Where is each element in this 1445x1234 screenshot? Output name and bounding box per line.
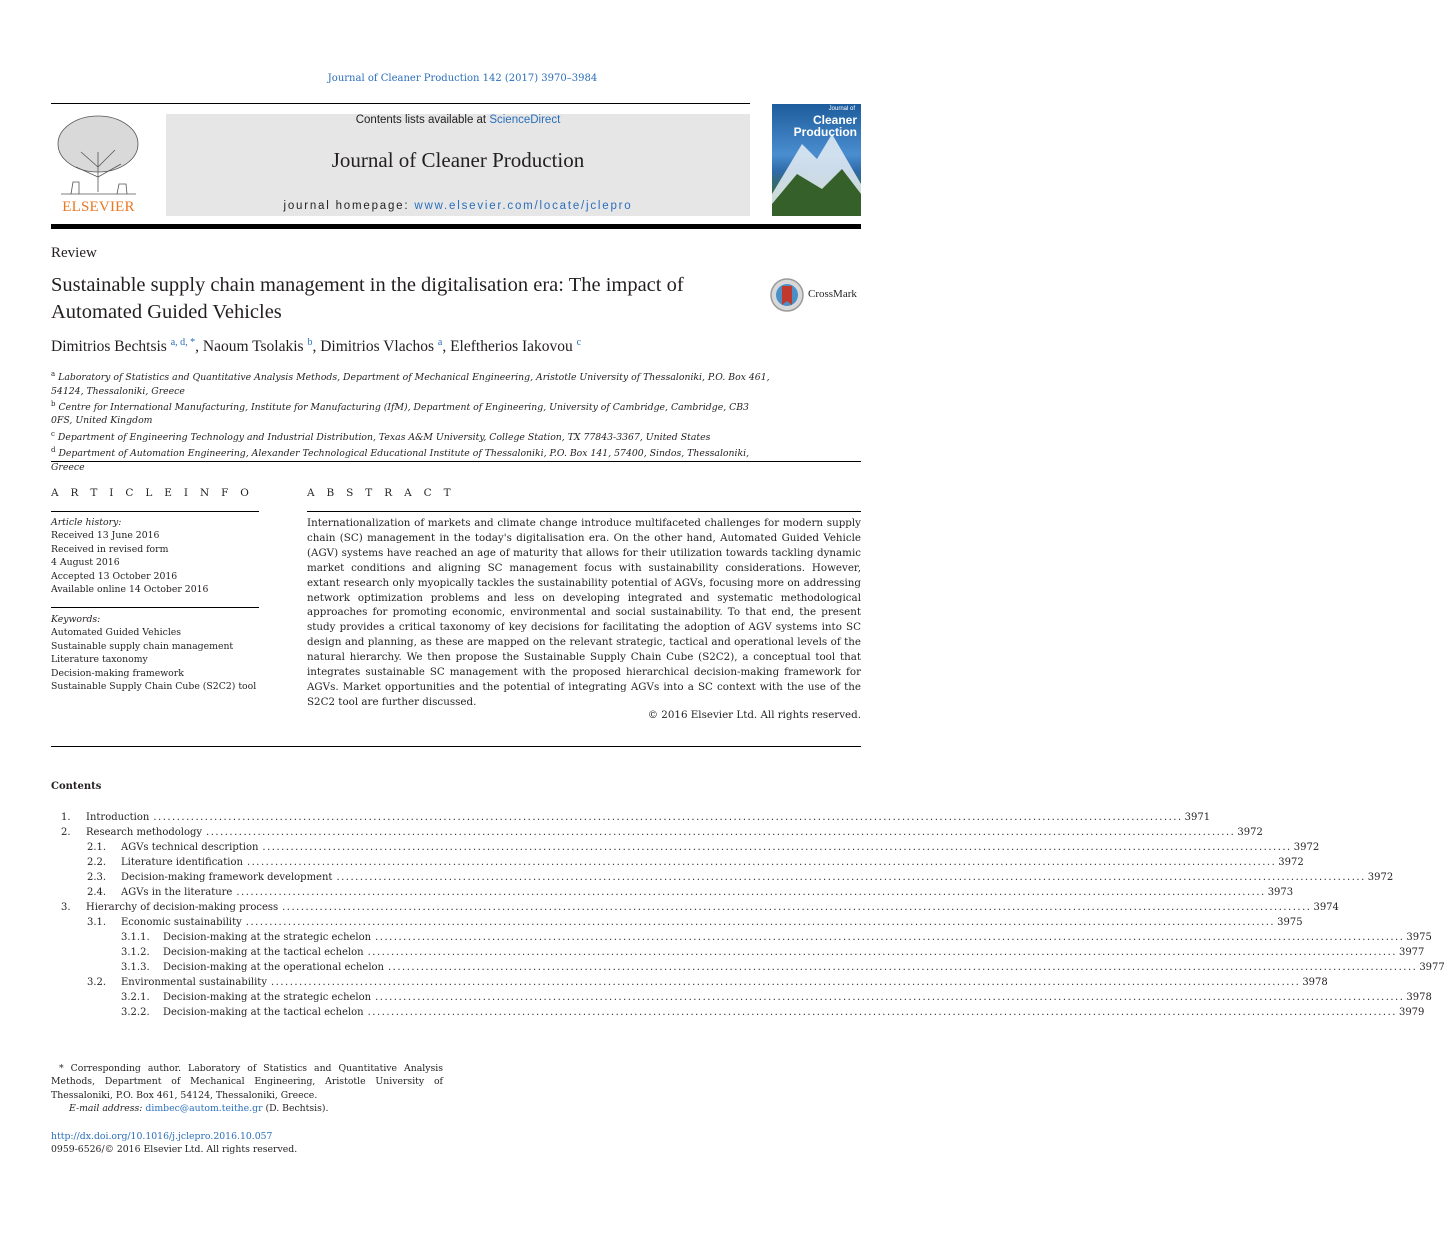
toc-entry[interactable] (51, 842, 1320, 857)
toc-entry-title: Decision-making at the strategic echelon (163, 932, 372, 943)
toc-entry[interactable] (51, 932, 1432, 947)
toc-entry-title: Environmental sustainability (121, 977, 267, 988)
toc-leader-dots: ............................................................................................................................................................................................................................ (270, 977, 1301, 988)
toc-entry-page: 3974 (1313, 902, 1339, 913)
toc-leader-dots: ............................................................................................................................................................................................................................ (206, 827, 1236, 838)
toc-leader-dots: ............................................................................................................................................................................................................................ (236, 887, 1266, 898)
author-affil-marker[interactable]: c (576, 337, 582, 348)
article-info-rule (51, 511, 259, 512)
toc-leader-dots: ............................................................................................................................................................................................................................ (262, 842, 1292, 853)
toc-entry-page: 3977 (1419, 962, 1445, 973)
author-list: Dimitrios Bechtsis $^{a, d, *}$, Naoum Tsolakis $^b$, Dimitrios Vlachos $^a$, Eleftherios Iakovou $^c$ (51, 337, 582, 356)
toc-entry-title: Decision-making at the tactical echelon (163, 1007, 364, 1018)
toc-entry[interactable] (51, 962, 1445, 977)
corresponding-author-note: * Corresponding author. Laboratory of Statistics and Quantitative Analysis Methods, Department of Mechanical Engineering, Aristotle University of Thessaloniki, P.O. Box 461, 54124, Thessaloniki, Greece. (51, 1063, 443, 1101)
toc-leader-dots: ............................................................................................................................................................................................................................ (375, 932, 1405, 943)
toc-entry-title: Decision-making at the tactical echelon (163, 947, 364, 958)
toc-leader-dots: ............................................................................................................................................................................................................................ (282, 902, 1312, 913)
sciencedirect-link[interactable]: ScienceDirect (489, 114, 561, 126)
author-name[interactable]: Eleftherios Iakovou (450, 338, 573, 356)
email-link[interactable]: dimbec@autom.teithe.gr (145, 1103, 263, 1115)
section-rule (51, 461, 861, 462)
history-item: Received in revised form (51, 543, 169, 555)
author-affil-marker[interactable]: a, d, * (170, 337, 196, 348)
affiliation: $^c$ Department of Engineering Technology and Industrial Distribution, Texas A&M University, College Station, TX 77843-3367, United States (51, 429, 711, 443)
toc-entry[interactable] (51, 812, 1211, 827)
contents-prefix: Contents lists available at (355, 114, 490, 126)
cover-title-line1: Cleaner (812, 113, 857, 127)
toc-entry-page: 3971 (1184, 812, 1211, 823)
toc-leader-dots: ............................................................................................................................................................................................................................ (153, 812, 1183, 823)
cover-title (777, 114, 857, 138)
keywords-rule (51, 607, 259, 608)
toc-entry-number: 3.1.2. (121, 947, 150, 958)
keyword: Sustainable Supply Chain Cube (S2C2) tool (51, 681, 257, 693)
toc-leader-dots: ............................................................................................................................................................................................................................ (336, 872, 1366, 883)
contents-heading: Contents (51, 781, 102, 792)
toc-entry-title: Hierarchy of decision-making process (86, 902, 279, 913)
abstract-copyright: © 2016 Elsevier Ltd. All rights reserved. (647, 709, 861, 721)
keywords (51, 613, 266, 693)
toc-entry-title: AGVs technical description (121, 842, 259, 853)
toc-entry-number: 1. (61, 812, 71, 823)
toc-leader-dots: ............................................................................................................................................................................................................................ (375, 992, 1405, 1003)
toc-entry-title: Decision-making at the operational echelon (163, 962, 384, 973)
toc-leader-dots: ............................................................................................................................................................................................................................ (245, 917, 1276, 928)
abstract-heading: A B S T R A C T (307, 487, 455, 499)
keyword: Decision-making framework (51, 667, 184, 679)
keywords-label: Keywords: (51, 614, 101, 625)
journal-citation[interactable]: Journal of Cleaner Production 142 (2017) 3970–3984 (327, 73, 598, 84)
cover-journal-of: Journal of (828, 106, 855, 112)
email-label: E-mail address: (69, 1103, 143, 1115)
toc-entry-number: 2.4. (87, 887, 107, 898)
toc-leader-dots: ............................................................................................................................................................................................................................ (387, 962, 1418, 973)
abstract-rule (307, 511, 861, 512)
toc-entry-page: 3975 (1406, 932, 1432, 943)
toc-entry-page: 3972 (1293, 842, 1320, 853)
contents-available (166, 114, 750, 126)
toc-entry[interactable] (51, 827, 1263, 842)
affiliation: $^b$ Centre for International Manufacturing, Institute for Manufacturing (IfM), Department of Engineering, University of Cambridge, Cambridge, CB3 0FS, United Kingdom (51, 399, 749, 427)
author-name[interactable]: Dimitrios Bechtsis (51, 338, 167, 356)
toc-entry-number: 2.3. (87, 872, 107, 883)
doi-link[interactable]: http://dx.doi.org/10.1016/j.jclepro.2016.10.057 (51, 1131, 273, 1142)
toc-entry[interactable] (51, 872, 1394, 887)
header-thick-rule (51, 224, 861, 229)
toc-entry[interactable] (51, 992, 1432, 1007)
homepage-prefix: journal homepage: (283, 200, 415, 212)
affiliations (51, 368, 771, 474)
toc-leader-dots: ............................................................................................................................................................................................................................ (367, 947, 1397, 958)
toc-entry-page: 3975 (1277, 917, 1303, 928)
toc-entry-page: 3972 (1278, 857, 1304, 868)
email-line (51, 1102, 443, 1115)
toc-entry-number: 2. (61, 827, 71, 838)
affiliation: $^d$ Department of Automation Engineering, Alexander Technological Educational Institute of Thessaloniki, P.O. Box 141, 57400, Sindos, Thessaloniki, Greece (51, 446, 750, 473)
toc-entry-title: AGVs in the literature (121, 887, 233, 898)
toc-entry-page: 3972 (1237, 827, 1263, 838)
article-history (51, 516, 261, 596)
history-item: Received 13 June 2016 (51, 530, 160, 542)
crossmark-label: CrossMark (808, 288, 857, 300)
keyword: Sustainable supply chain management (51, 640, 234, 652)
journal-title: Journal of Cleaner Production (331, 148, 585, 172)
toc-entry-title: Introduction (86, 812, 150, 823)
toc-entry-number: 3.2. (87, 977, 107, 988)
toc-entry-number: 2.1. (87, 842, 107, 853)
toc-leader-dots: ............................................................................................................................................................................................................................ (367, 1007, 1397, 1018)
author-name[interactable]: Naoum Tsolakis (202, 338, 304, 356)
doi-block (51, 1130, 297, 1157)
toc-entry-title: Economic sustainability (121, 917, 242, 928)
toc-entry-page: 3977 (1398, 947, 1425, 958)
toc-entry[interactable] (51, 857, 1304, 872)
toc-entry[interactable] (51, 887, 1294, 902)
issn-line: 0959-6526/© 2016 Elsevier Ltd. All rights reserved. (51, 1144, 298, 1156)
toc-entry-number: 3.1.1. (121, 932, 150, 943)
journal-homepage (166, 200, 750, 212)
affiliation: $^a$ Laboratory of Statistics and Quantitative Analysis Methods, Department of Mechanical Engineering, Aristotle University of Thessaloniki, P.O. Box 461, 54124, Thessaloniki, Greece (51, 370, 770, 397)
toc-entry-number: 3.2.2. (121, 1007, 150, 1018)
toc-entry[interactable] (51, 977, 1328, 992)
homepage-link[interactable]: www.elsevier.com/locate/jclepro (414, 200, 633, 212)
article-title: Sustainable supply chain management in the digitalisation era: The impact of Automated Guided Vehicles (51, 274, 684, 323)
article-info-heading: A R T I C L E I N F O (51, 487, 254, 499)
author-affil-marker[interactable]: a (437, 337, 443, 348)
keyword: Literature taxonomy (51, 654, 148, 666)
toc-entry-number: 2.2. (87, 857, 107, 868)
toc-entry-page: 3978 (1302, 977, 1328, 988)
toc-entry-page: 3978 (1406, 992, 1432, 1003)
toc-entry-number: 3.2.1. (121, 992, 150, 1003)
section-rule (51, 746, 861, 747)
toc-entry-title: Decision-making framework development (121, 872, 333, 883)
toc-entry-page: 3972 (1367, 872, 1394, 883)
toc-entry[interactable] (51, 1007, 1425, 1022)
toc-entry-number: 3. (61, 902, 71, 913)
article-type: Review (51, 245, 97, 261)
toc-entry-title: Decision-making at the strategic echelon (163, 992, 372, 1003)
toc-entry-page: 3973 (1267, 887, 1294, 898)
crossmark-button[interactable] (770, 277, 860, 313)
corresponding-footnote (51, 1062, 443, 1116)
publisher-name: ELSEVIER (62, 199, 135, 215)
cover-title-line2: Production (793, 125, 857, 139)
journal-cover[interactable] (772, 104, 861, 216)
keyword: Automated Guided Vehicles (51, 627, 182, 639)
email-suffix: (D. Bechtsis). (262, 1103, 329, 1115)
header-rule (51, 103, 750, 104)
history-label: Article history: (51, 517, 122, 528)
history-item: Available online 14 October 2016 (51, 584, 209, 596)
toc-entry-title: Literature identification (121, 857, 243, 868)
abstract-text: Internationalization of markets and climate change introduce multifaceted challenges for modern supply chain (SC) management in the today's digitalisation era. On the other hand, Automated Guided Vehicle (AGV) systems have reached an age of maturity that allows for their utilization towards tackling dynamic market conditions and aligning SC management focus with sustainability considerations. However, extant research only myopically tackles the sustainability potential of AGVs, focusing more on addressing network optimization problems and less on developing integrated and systematic methodological approaches for promoting economic, environmental and social sustainability. To that end, the present study provides a critical taxonomy of key decisions for facilitating the adoption of AGV systems into SC design and planning, as these are mapped on the relevant strategic, tactical and operational levels of the natural hierarchy. We then propose the Sustainable Supply Chain Cube (S2C2), a conceptual tool that integrates sustainable SC management with the proposed hierarchical decision-making framework for AGVs. Market opportunities and the potential of integrating AGVs into a SC context with the use of the S2C2 tool are further discussed. (307, 517, 861, 708)
toc-entry-number: 3.1. (87, 917, 107, 928)
author-affil-marker[interactable]: b (307, 337, 313, 348)
toc-entry[interactable] (51, 947, 1425, 962)
toc-entry-number: 3.1.3. (121, 962, 150, 973)
toc-entry[interactable] (51, 917, 1303, 932)
history-item: 4 August 2016 (51, 557, 120, 569)
crossmark-icon (770, 277, 806, 313)
author-name[interactable]: Dimitrios Vlachos (320, 338, 435, 356)
toc-entry-page: 3979 (1398, 1007, 1425, 1018)
toc-leader-dots: ............................................................................................................................................................................................................................ (246, 857, 1277, 868)
toc-entry[interactable] (51, 902, 1339, 917)
history-item: Accepted 13 October 2016 (51, 570, 178, 582)
toc-entry-title: Research methodology (86, 827, 203, 838)
